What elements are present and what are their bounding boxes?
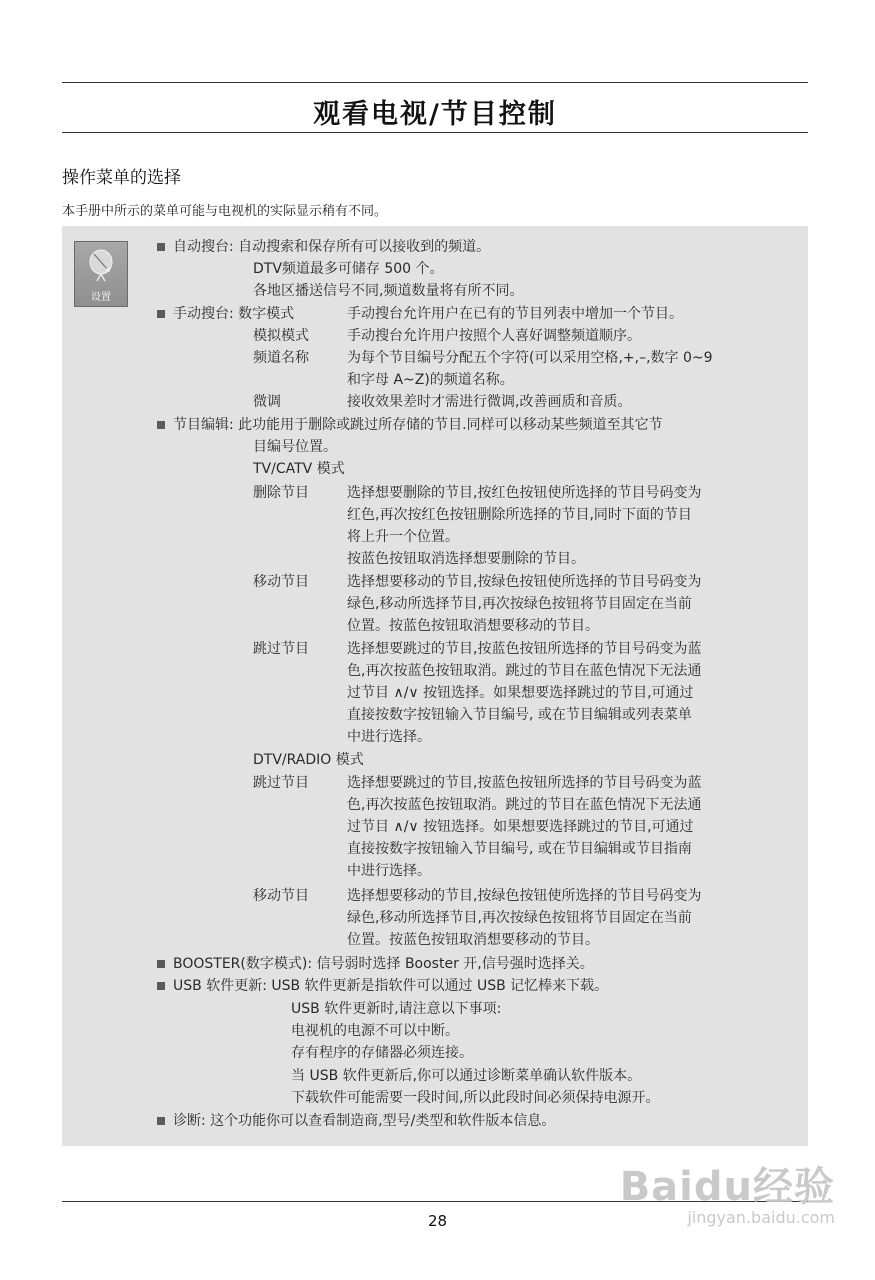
desc-line: 按蓝色按钮取消选择想要删除的节目。 xyxy=(347,551,585,567)
desc-line: 将上升一个位置。 xyxy=(347,529,459,545)
desc-line: 当 USB 软件更新后,你可以通过诊断菜单确认软件版本。 xyxy=(291,1068,642,1084)
sub-label: 频道名称 xyxy=(253,350,309,366)
menu-description-panel xyxy=(62,226,808,1146)
usb-update-line: USB 软件更新: USB 软件更新是指软件可以通过 USB 记忆棒来下载。 xyxy=(173,978,609,994)
bullet-icon xyxy=(157,243,165,251)
sub-label: 跳过节目 xyxy=(253,775,309,791)
desc-line: 手动搜台允许用户按照个人喜好调整频道顺序。 xyxy=(347,328,641,344)
icon-label: 设置 xyxy=(91,292,111,303)
mode-label: DTV/RADIO 模式 xyxy=(253,752,364,768)
desc-line: 中进行选择。 xyxy=(347,729,431,745)
sub-label: 模拟模式 xyxy=(253,328,309,344)
desc-line: 选择想要移动的节目,按绿色按钮使所选择的节目号码变为 xyxy=(347,888,702,904)
desc-line: 色,再次按蓝色按钮取消。跳过的节目在蓝色情况下无法通 xyxy=(347,663,702,679)
desc-line: DTV频道最多可储存 500 个。 xyxy=(253,261,444,277)
bullet-icon xyxy=(157,982,165,990)
bullet-icon xyxy=(157,421,165,429)
desc-line: 直接按数字按钮输入节目编号, 或在节目编辑或列表菜单 xyxy=(347,707,692,723)
sub-label: 微调 xyxy=(253,394,281,410)
desc-line: 目编号位置。 xyxy=(253,439,337,455)
page-title: 观看电视/节目控制 xyxy=(313,99,557,130)
desc-line: 色,再次按蓝色按钮取消。跳过的节目在蓝色情况下无法通 xyxy=(347,797,702,813)
desc-line: 下载软件可能需要一段时间,所以此段时间必须保持电源开。 xyxy=(291,1090,660,1106)
desc-line: 为每个节目编号分配五个字符(可以采用空格,+,–,数字 0~9 xyxy=(347,350,713,366)
desc-line: 和字母 A~Z)的频道名称。 xyxy=(347,372,514,388)
desc-line: 选择想要跳过的节目,按蓝色按钮所选择的节目号码变为蓝 xyxy=(347,775,702,791)
watermark-url: jingyan.baidu.com xyxy=(687,1208,835,1227)
auto-search-line: 自动搜台: 自动搜索和保存所有可以接收到的频道。 xyxy=(173,239,491,255)
manual-search-line: 手动搜台: 数字模式 xyxy=(173,306,295,322)
desc-line: 电视机的电源不可以中断。 xyxy=(291,1023,459,1039)
desc-line: 位置。按蓝色按钮取消想要移动的节目。 xyxy=(347,618,599,634)
bullet-icon xyxy=(157,960,165,968)
sub-label: 删除节目 xyxy=(253,485,309,501)
top-rule xyxy=(62,82,808,83)
desc-line: 选择想要移动的节目,按绿色按钮使所选择的节目号码变为 xyxy=(347,574,702,590)
desc-line: 手动搜台允许用户在已有的节目列表中增加一个节目。 xyxy=(347,306,683,322)
desc-line: 直接按数字按钮输入节目编号, 或在节目编辑或节目指南 xyxy=(347,841,692,857)
sub-label: 移动节目 xyxy=(253,888,309,904)
desc-line: 中进行选择。 xyxy=(347,863,431,879)
desc-line: 选择想要删除的节目,按红色按钮使所选择的节目号码变为 xyxy=(347,485,702,501)
watermark xyxy=(620,1155,835,1227)
mode-label: TV/CATV 模式 xyxy=(253,461,345,477)
desc-line: 位置。按蓝色按钮取消想要移动的节目。 xyxy=(347,932,599,948)
title-rule xyxy=(62,132,808,133)
sub-label: 移动节目 xyxy=(253,574,309,590)
booster-line: BOOSTER(数字模式): 信号弱时选择 Booster 开,信号强时选择关。 xyxy=(173,956,594,972)
program-edit-line: 节目编辑: 此功能用于删除或跳过所存储的节目.同样可以移动某些频道至其它节 xyxy=(173,417,663,433)
desc-line: 绿色,移动所选择节目,再次按绿色按钮将节目固定在当前 xyxy=(347,596,692,612)
sub-label: 跳过节目 xyxy=(253,641,309,657)
diagnosis-line: 诊断: 这个功能你可以查看制造商,型号/类型和软件版本信息。 xyxy=(173,1113,556,1129)
bullet-icon xyxy=(157,1117,165,1125)
desc-line: 红色,再次按红色按钮删除所选择的节目,同时下面的节目 xyxy=(347,507,692,523)
desc-line: 接收效果差时才需进行微调,改善画质和音质。 xyxy=(347,394,632,410)
desc-line: USB 软件更新时,请注意以下事项: xyxy=(291,1001,502,1017)
satellite-dish-icon xyxy=(88,248,116,282)
section-heading: 操作菜单的选择 xyxy=(62,168,181,188)
watermark-logo: Baidu经验 xyxy=(619,1164,835,1210)
desc-line: 各地区播送信号不同,频道数量将有所不同。 xyxy=(253,283,524,299)
desc-line: 存有程序的存储器必须连接。 xyxy=(291,1045,473,1061)
bullet-icon xyxy=(157,310,165,318)
desc-line: 绿色,移动所选择节目,再次按绿色按钮将节目固定在当前 xyxy=(347,910,692,926)
setup-menu-icon xyxy=(74,241,128,307)
desc-line: 过节目 ∧/∨ 按钮选择。如果想要选择跳过的节目,可通过 xyxy=(347,819,694,835)
desc-line: 过节目 ∧/∨ 按钮选择。如果想要选择跳过的节目,可通过 xyxy=(347,685,694,701)
page-number: 28 xyxy=(427,1212,448,1230)
desc-line: 选择想要跳过的节目,按蓝色按钮所选择的节目号码变为蓝 xyxy=(347,641,702,657)
intro-text: 本手册中所示的菜单可能与电视机的实际显示稍有不同。 xyxy=(62,204,388,219)
